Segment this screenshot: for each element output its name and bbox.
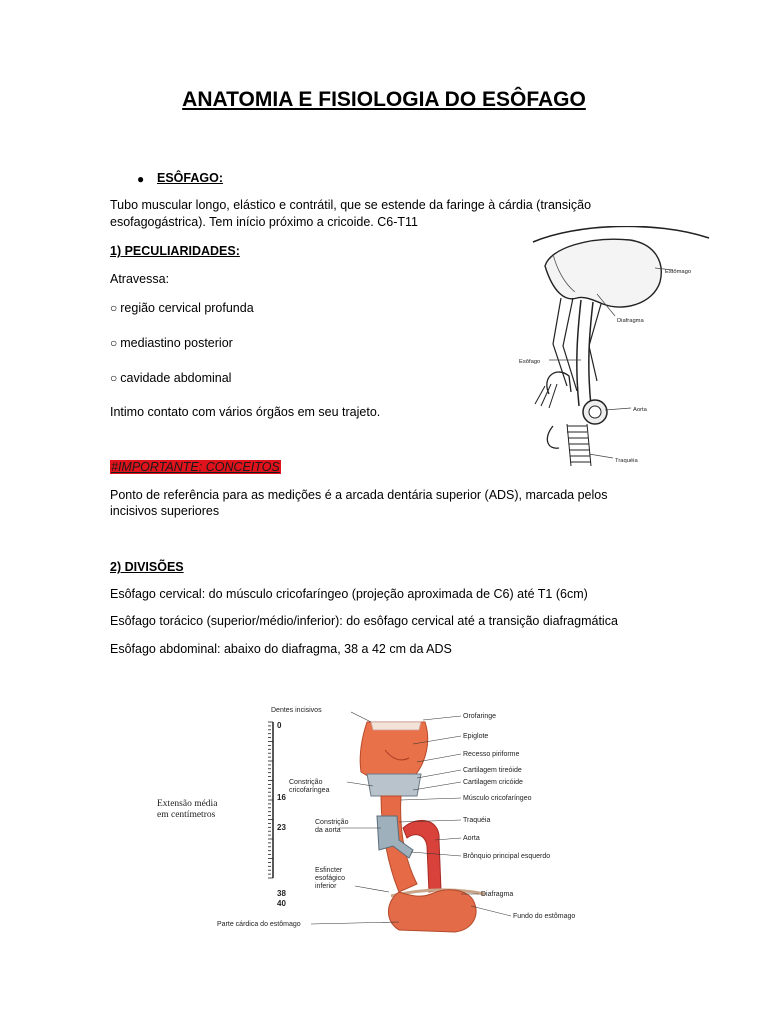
esophagus-diagram [505, 226, 710, 472]
label-constricao-aorta-2: da aorta [315, 827, 341, 834]
stomach-shape [388, 890, 476, 932]
tick-23: 23 [277, 823, 286, 832]
list-item-text: mediastino posterior [120, 336, 233, 350]
label-constricao-aorta-1: Constrição [315, 819, 349, 826]
label-bronquio: Brônquio principal esquerdo [463, 853, 551, 860]
heading-peculiaridades: 1) PECULIARIDADES: [110, 244, 240, 258]
aorta-lumen [589, 406, 601, 418]
list-item-text: cavidade abdominal [120, 371, 232, 385]
contato-text: Intimo contato com vários órgãos em seu trajeto. [110, 405, 381, 419]
page-title: ANATOMIA E FISIOLOGIA DO ESÔFAGO [182, 88, 586, 111]
circle-bullet-icon: ○ [110, 336, 118, 350]
list-item-text: região cervical profunda [120, 301, 254, 315]
axis-title-line-1: Extensão média [157, 799, 218, 809]
atravessa-label: Atravessa: [110, 272, 170, 286]
label-recesso-piriforme: Recesso piriforme [463, 751, 520, 758]
tick-16: 16 [277, 793, 286, 802]
aortic-branches [535, 384, 557, 408]
importante-line-1: Ponto de referência para as medições é a arcada dentária superior (ADS), marcada pelos [110, 488, 608, 502]
label-diafragma: Diafragma [617, 318, 644, 324]
label-cartilagem-cricoide: Cartilagem cricóide [463, 779, 523, 786]
list-item [110, 370, 231, 387]
label-constricao-crico-2: cricofaríngea [289, 787, 330, 794]
label-cartilagem-tireoide: Cartilagem tireóide [463, 767, 522, 774]
label-diafragma: Diafragma [481, 891, 514, 898]
heading-divisoes: 2) DIVISÕES [110, 560, 184, 574]
teeth-row [371, 722, 421, 730]
esophagus-length-figure [155, 700, 615, 936]
list-item [110, 300, 254, 317]
label-esfincter-1: Esfincter [315, 867, 343, 874]
circle-bullet-icon: ○ [110, 371, 118, 385]
label-traqueia: Traquéia [615, 458, 638, 464]
label-fundo-estomago: Fundo do estômago [513, 913, 576, 920]
divisao-toracico: Esôfago torácico (superior/médio/inferior): do esôfago cervical até a transição diafragmática [110, 614, 618, 628]
circle-bullet-icon: ○ [110, 301, 118, 315]
bullet-icon: ● [137, 172, 145, 186]
importante-highlight: #IMPORTANTE: CONCEITOS [111, 460, 280, 474]
importante-tag [110, 459, 281, 476]
label-aorta: Aorta [463, 835, 480, 842]
pharynx-shape [360, 722, 427, 778]
section-heading-esofago: ESÔFAGO: [157, 171, 223, 185]
label-estomago: Estômago [665, 269, 692, 275]
label-esofago: Esôfago [519, 359, 541, 365]
intro-line-2: esofagogástrica). Tem início próximo a cricoide. C6-T11 [110, 215, 419, 229]
bronchus-curl [547, 426, 559, 448]
tick-40: 40 [277, 899, 286, 908]
list-item [110, 335, 233, 352]
tick-38: 38 [277, 889, 286, 898]
label-constricao-crico-1: Constrição [289, 779, 323, 786]
aortic-arch [547, 372, 571, 394]
label-dentes-incisivos: Dentes incisivos [271, 707, 322, 714]
label-orofaringe: Orofaringe [463, 713, 497, 720]
stomach-shape [545, 239, 661, 307]
label-traqueia: Traquéia [463, 817, 491, 824]
tick-0: 0 [277, 721, 282, 730]
trachea-rings [567, 424, 591, 466]
label-musculo-cricofaringeo: Músculo cricofaríngeo [463, 795, 532, 802]
divisao-abdominal: Esôfago abdominal: abaixo do diafragma, 38 a 42 cm da ADS [110, 642, 452, 656]
divisao-cervical: Esôfago cervical: do músculo cricofaríngeo (projeção aproximada de C6) até T1 (6cm) [110, 587, 588, 601]
importante-line-2: incisivos superiores [110, 504, 220, 518]
label-esfincter-3: inferior [315, 883, 337, 890]
label-parte-cardica: Parte cárdica do estômago [217, 921, 301, 928]
intro-line-1: Tubo muscular longo, elástico e contrátil, que se estende da faringe à cárdia (transição [110, 198, 592, 212]
axis-title-line-2: em centímetros [157, 810, 216, 820]
crus-left-inner [563, 298, 577, 391]
esophagus-wall-left [577, 300, 581, 406]
label-esfincter-2: esofágico [315, 875, 345, 882]
label-epiglote: Epiglote [463, 733, 489, 740]
larynx-cartilage [367, 774, 421, 796]
label-aorta: Aorta [633, 407, 647, 413]
